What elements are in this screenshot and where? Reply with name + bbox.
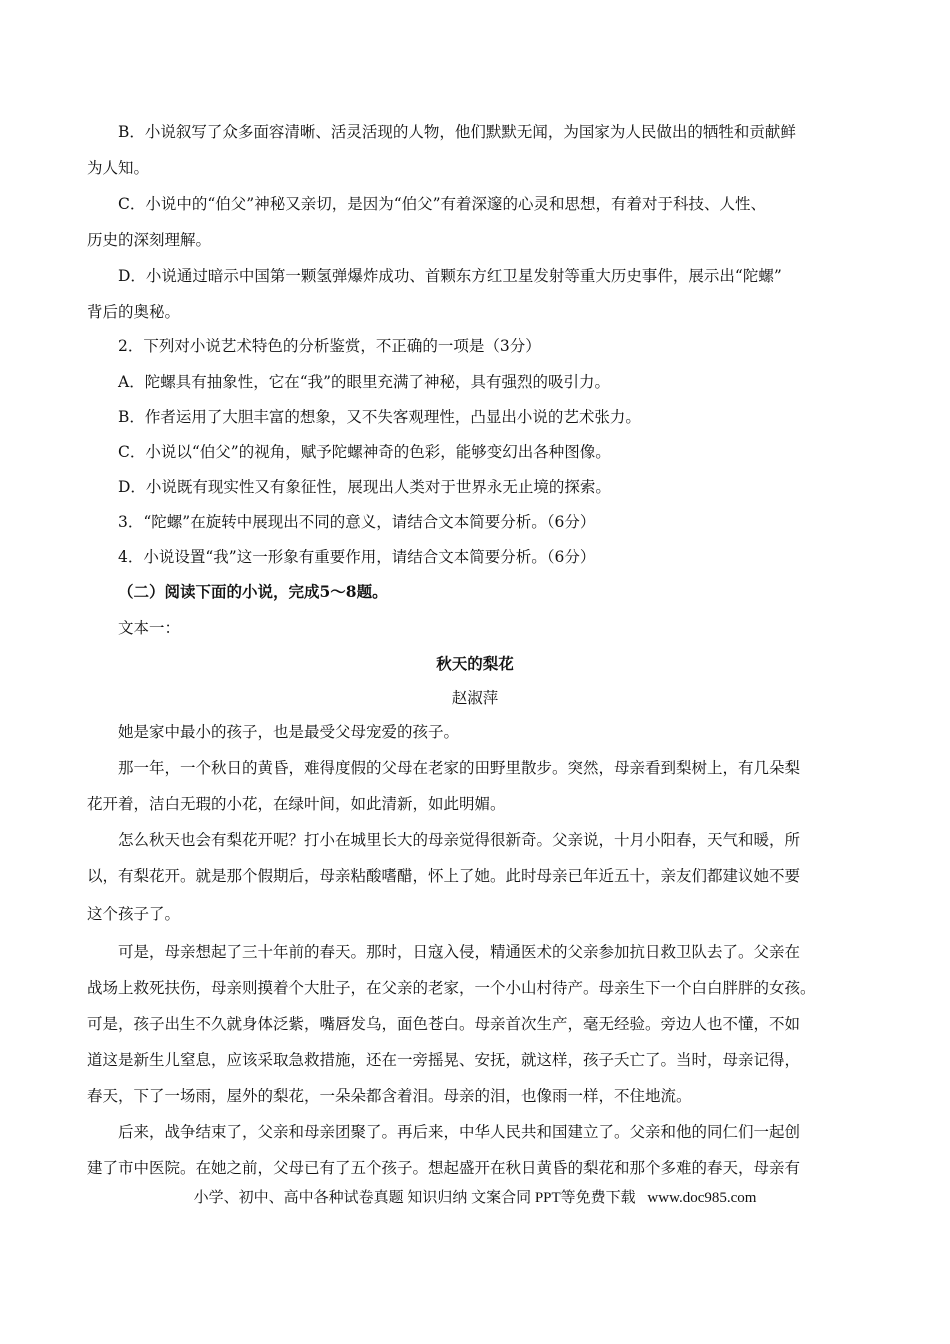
q2-option-d	[87, 469, 894, 505]
story-paragraph-4-line3	[87, 1006, 863, 1042]
q2-option-b	[87, 399, 894, 435]
q2-option-a	[87, 364, 894, 400]
story-author-text: 赵淑萍	[451, 689, 499, 707]
q3	[87, 504, 894, 540]
q1-option-d-line1: D．小说通过暗示中国第一颗氢弹爆炸成功、首颗东方红卫星发射等重大历史事件，展示出“陀螺”	[118, 267, 782, 285]
story-paragraph-3-end	[87, 896, 863, 932]
story-paragraph-2-cont	[87, 786, 863, 822]
story-paragraph-2	[87, 750, 894, 786]
story-paragraph-3-cont	[87, 858, 863, 894]
footer-url[interactable]: www.doc985.com	[647, 1190, 757, 1206]
q1-option-d	[87, 258, 894, 294]
story-p1-line1: 她是家中最小的孩子，也是最受父母宠爱的孩子。	[118, 723, 460, 741]
story-paragraph-1	[87, 714, 894, 750]
story-paragraph-5-line2	[87, 1150, 863, 1186]
text-label	[87, 610, 894, 646]
q1-option-c-line2: 历史的深刻理解。	[87, 231, 212, 249]
story-p2-line2: 花开着，洁白无瑕的小花，在绿叶间，如此清新，如此明媚。	[87, 795, 506, 813]
story-p3-line1: 怎么秋天也会有梨花开呢？打小在城里长大的母亲觉得很新奇。父亲说，十月小阳春，天气和暖，所	[118, 831, 801, 849]
story-paragraph-3	[87, 822, 894, 858]
q1-option-d-line2: 背后的奥秘。	[87, 303, 181, 321]
q1-option-b-line1: B．小说叙写了众多面容清晰、活灵活现的人物，他们默默无闻，为国家为人民做出的牺牲和贡献鲜	[118, 123, 796, 141]
story-p5-line2: 建了市中医院。在她之前，父母已有了五个孩子。想起盛开在秋日黄昏的梨花和那个多难的春天，母亲有	[87, 1159, 801, 1177]
story-p4-line2: 战场上救死扶伤，母亲则摸着个大肚子，在父亲的老家，一个小山村待产。母亲生下一个白白胖胖的女孩。	[87, 979, 816, 997]
story-title-text: 秋天的梨花	[436, 654, 514, 673]
q2-option-a-text: A．陀螺具有抽象性，它在“我”的眼里充满了神秘，具有强烈的吸引力。	[118, 373, 611, 391]
q1-option-b	[87, 114, 894, 150]
story-p5-line1: 后来，战争结束了，父亲和母亲团聚了。再后来，中华人民共和国建立了。父亲和他的同仁们一起创	[118, 1123, 801, 1141]
story-p4-line3: 可是，孩子出生不久就身体泛紫，嘴唇发乌，面色苍白。母亲首次生产，毫无经验。旁边人也不懂，不如	[87, 1015, 801, 1033]
story-p2-line1: 那一年，一个秋日的黄昏，难得度假的父母在老家的田野里散步。突然，母亲看到梨树上，有几朵梨	[118, 759, 801, 777]
story-p4-line5: 春天，下了一场雨，屋外的梨花，一朵朵都含着泪。母亲的泪，也像雨一样，不住地流。	[87, 1087, 692, 1105]
q2-stem	[87, 328, 894, 364]
story-p4-line1: 可是，母亲想起了三十年前的春天。那时，日寇入侵，精通医术的父亲参加抗日救卫队去了。父亲在	[118, 943, 801, 961]
q1-option-c	[87, 186, 894, 222]
q2-stem-text: 2．下列对小说艺术特色的分析鉴赏，不正确的一项是（3分）	[118, 337, 541, 355]
q1-option-c-line1: C．小说中的“伯父”神秘又亲切，是因为“伯父”有着深邃的心灵和思想，有着对于科技、人性、	[118, 195, 767, 213]
page-footer	[0, 1186, 950, 1207]
section-heading	[118, 574, 894, 610]
q1-option-b-cont	[87, 150, 863, 186]
q2-option-c-text: C．小说以“伯父”的视角，赋予陀螺神奇的色彩，能够变幻出各种图像。	[118, 443, 611, 461]
section-heading-text: （二）阅读下面的小说，完成5～8题。	[118, 582, 388, 601]
story-author	[0, 680, 950, 716]
q2-option-c	[87, 434, 894, 470]
q2-option-d-text: D．小说既有现实性又有象征性，展现出人类对于世界永无止境的探索。	[118, 478, 611, 496]
story-p3-line2: 以，有梨花开。就是那个假期后，母亲粘酸嗜醋，怀上了她。此时母亲已年近五十，亲友们都建议她不要	[87, 867, 801, 885]
story-p4-line4: 道这是新生儿窒息，应该采取急救措施，还在一旁摇晃、安抚，就这样，孩子夭亡了。当时，母亲记得，	[87, 1051, 801, 1069]
story-paragraph-4-line2	[87, 970, 863, 1006]
q3-text: 3．“陀螺”在旋转中展现出不同的意义，请结合文本简要分析。（6分）	[118, 513, 596, 531]
story-title	[0, 646, 950, 682]
text-label-text: 文本一：	[118, 619, 181, 637]
story-paragraph-4-line4	[87, 1042, 863, 1078]
q1-option-b-line2: 为人知。	[87, 159, 150, 177]
q4-text: 4．小说设置“我”这一形象有重要作用，请结合文本简要分析。（6分）	[118, 548, 596, 566]
footer-text: 小学、初中、高中各种试卷真题 知识归纳 文案合同 PPT等免费下载	[193, 1190, 636, 1206]
q4	[87, 539, 894, 575]
q2-option-b-text: B．作者运用了大胆丰富的想象，又不失客观理性，凸显出小说的艺术张力。	[118, 408, 641, 426]
story-p3-line3: 这个孩子了。	[87, 905, 181, 923]
story-paragraph-4	[87, 934, 894, 970]
q1-option-d-cont	[87, 294, 863, 330]
q1-option-c-cont	[87, 222, 863, 258]
story-paragraph-5	[87, 1114, 894, 1150]
story-paragraph-4-line5	[87, 1078, 863, 1114]
